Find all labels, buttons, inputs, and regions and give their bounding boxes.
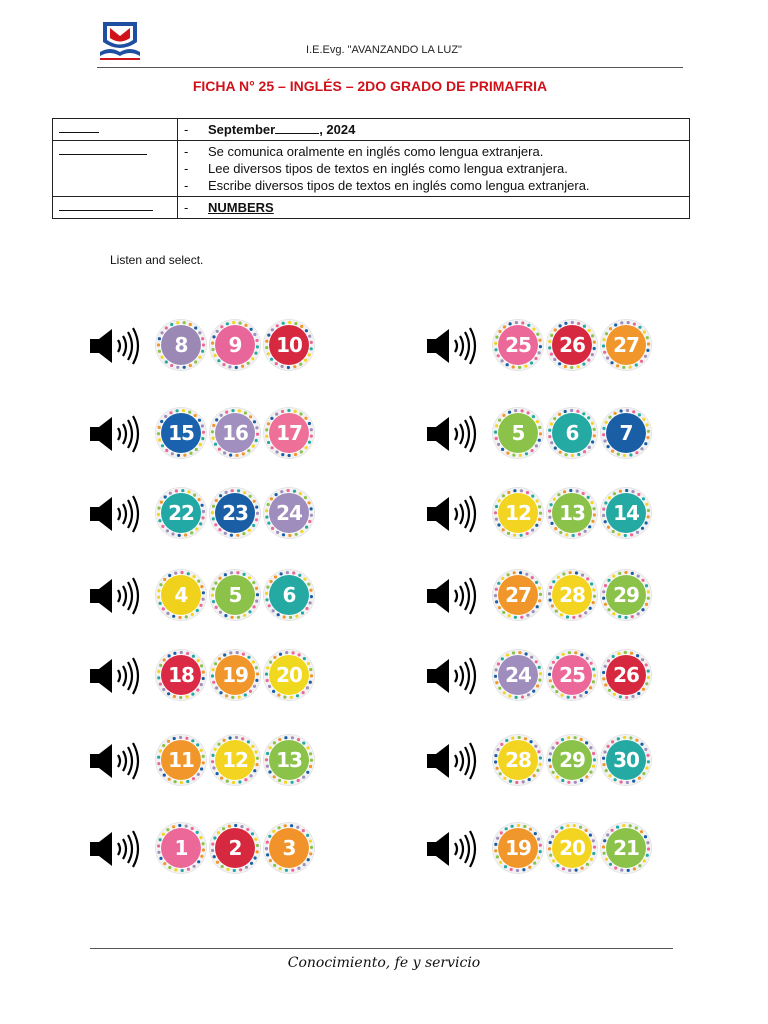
listening-item [425,735,655,785]
number-label: 29 [606,575,646,615]
number-label: 26 [606,655,646,695]
number-option[interactable] [210,570,260,620]
number-option[interactable] [264,320,314,370]
competency-item: Escribe diversos tipos de textos en inglés como lengua extranjera. [208,178,590,193]
speaker-icon[interactable] [425,829,485,869]
number-option[interactable] [210,823,260,873]
date-year: , 2024 [319,122,356,137]
number-option[interactable] [547,488,597,538]
instruction-text: Listen and select. [110,253,204,267]
number-label: 20 [552,828,592,868]
speaker-icon[interactable] [425,741,485,781]
number-option[interactable] [601,320,651,370]
date-cell [178,119,690,141]
number-label: 26 [552,325,592,365]
number-option[interactable] [264,408,314,458]
number-option[interactable] [264,650,314,700]
number-label: 28 [498,740,538,780]
speaker-icon[interactable] [88,576,148,616]
listening-item [425,408,655,458]
number-label: 7 [606,413,646,453]
number-option[interactable] [264,735,314,785]
blank-line [59,122,99,133]
info-table [52,118,690,219]
number-option[interactable] [210,408,260,458]
speaker-icon[interactable] [425,656,485,696]
number-option[interactable] [493,735,543,785]
listening-item [88,320,318,370]
listening-item [425,488,655,538]
list-dash: - [184,178,189,193]
number-option[interactable] [547,823,597,873]
listening-item [88,823,318,873]
school-name: I.E.Evg. "AVANZANDO LA LUZ" [306,44,462,56]
speaker-icon[interactable] [425,414,485,454]
number-label: 28 [552,575,592,615]
number-label: 6 [552,413,592,453]
number-option[interactable] [210,320,260,370]
number-label: 9 [215,325,255,365]
number-option[interactable] [156,320,206,370]
number-option[interactable] [547,735,597,785]
number-option[interactable] [547,570,597,620]
number-label: 6 [269,575,309,615]
number-option[interactable] [601,823,651,873]
number-label: 12 [498,493,538,533]
footer-divider [90,948,673,949]
number-label: 5 [498,413,538,453]
number-label: 8 [161,325,201,365]
number-label: 5 [215,575,255,615]
number-label: 18 [161,655,201,695]
speaker-icon[interactable] [88,494,148,534]
listening-item [425,823,655,873]
number-label: 27 [498,575,538,615]
listening-item [425,320,655,370]
number-option[interactable] [601,488,651,538]
list-dash: - [184,144,189,159]
number-option[interactable] [601,570,651,620]
label-cell [53,119,178,141]
topic-label: NUMBERS [208,200,274,215]
number-label: 20 [269,655,309,695]
header-divider [97,67,683,68]
number-label: 3 [269,828,309,868]
number-option[interactable] [493,650,543,700]
number-label: 12 [215,740,255,780]
speaker-icon[interactable] [88,326,148,366]
number-option[interactable] [493,823,543,873]
number-label: 21 [606,828,646,868]
number-label: 24 [498,655,538,695]
speaker-icon[interactable] [425,576,485,616]
number-option[interactable] [156,735,206,785]
footer-motto: Conocimiento, fe y servicio [287,955,481,971]
number-label: 30 [606,740,646,780]
listening-item [88,735,318,785]
listening-item [88,488,318,538]
number-option[interactable] [156,408,206,458]
listening-item [88,650,318,700]
blank-line [59,200,153,211]
number-label: 2 [215,828,255,868]
listening-item [425,650,655,700]
date-day-blank [275,123,319,134]
listening-item [88,408,318,458]
page-title: FICHA N° 25 – INGLÉS – 2DO GRADO DE PRIMAFRIA [192,78,548,94]
number-label: 14 [606,493,646,533]
number-option[interactable] [547,320,597,370]
number-label: 24 [269,493,309,533]
table-row [53,119,690,141]
number-option[interactable] [156,650,206,700]
number-option[interactable] [547,408,597,458]
number-option[interactable] [493,488,543,538]
list-dash: - [184,161,189,176]
number-label: 29 [552,740,592,780]
number-label: 1 [161,828,201,868]
number-label: 22 [161,493,201,533]
number-option[interactable] [156,823,206,873]
speaker-icon[interactable] [425,494,485,534]
number-option[interactable] [547,650,597,700]
listening-item [88,570,318,620]
number-option[interactable] [493,570,543,620]
number-option[interactable] [601,408,651,458]
number-label: 13 [269,740,309,780]
number-option[interactable] [493,408,543,458]
date-field [208,121,355,138]
speaker-icon[interactable] [88,656,148,696]
number-option[interactable] [156,488,206,538]
number-option[interactable] [264,570,314,620]
number-label: 23 [215,493,255,533]
school-logo [97,18,143,64]
number-label: 15 [161,413,201,453]
number-label: 10 [269,325,309,365]
date-month: September [208,122,276,137]
speaker-icon[interactable] [425,326,485,366]
list-dash: - [184,122,189,137]
number-option[interactable] [601,650,651,700]
competency-item: Lee diversos tipos de textos en inglés como lengua extranjera. [208,161,568,176]
number-option[interactable] [210,650,260,700]
competencies-cell [178,141,690,197]
table-row [53,197,690,219]
number-option[interactable] [493,320,543,370]
number-label: 19 [215,655,255,695]
number-option[interactable] [601,735,651,785]
number-label: 27 [606,325,646,365]
number-option[interactable] [210,488,260,538]
number-option[interactable] [264,823,314,873]
label-cell [53,197,178,219]
number-label: 17 [269,413,309,453]
number-label: 25 [552,655,592,695]
blank-line [59,144,147,155]
speaker-icon[interactable] [88,829,148,869]
competency-item: Se comunica oralmente en inglés como lengua extranjera. [208,144,544,159]
number-label: 25 [498,325,538,365]
number-label: 4 [161,575,201,615]
number-option[interactable] [210,735,260,785]
number-label: 16 [215,413,255,453]
table-row [53,141,690,197]
label-cell [53,141,178,197]
number-label: 19 [498,828,538,868]
topic-cell [178,197,690,219]
list-dash: - [184,200,189,215]
speaker-icon[interactable] [88,414,148,454]
speaker-icon[interactable] [88,741,148,781]
number-option[interactable] [264,488,314,538]
number-option[interactable] [156,570,206,620]
number-label: 11 [161,740,201,780]
number-label: 13 [552,493,592,533]
listening-item [425,570,655,620]
